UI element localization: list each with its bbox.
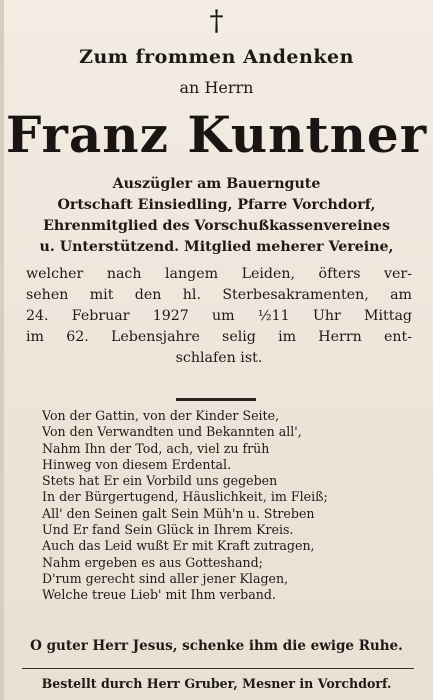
memorial-verse (42, 408, 402, 604)
death-notice-line: 24. Februar 1927 um ½11 Uhr Mittag (26, 308, 412, 324)
verse-line: Hinweg von diesem Erdental. (42, 456, 232, 472)
death-notice-line: schlafen ist. (175, 350, 263, 366)
death-notice-line: sehen mit den hl. Sterbesakramenten, am (26, 287, 412, 303)
addressee-line: an Herrn (179, 78, 254, 97)
ornamental-divider (176, 398, 256, 401)
death-notice (26, 264, 412, 369)
footer-rule (22, 668, 414, 669)
verse-line: All' den Seinen galt Sein Müh'n u. Streben (42, 505, 315, 521)
verse-line: In der Bürgertugend, Häuslichkeit, im Fleiß; (42, 489, 328, 505)
verse-line: D'rum gerecht sind aller jener Klagen, (42, 570, 289, 586)
deceased-name: Franz Kuntner (5, 105, 428, 164)
verse-line: Von der Gattin, von der Kinder Seite, (42, 408, 280, 423)
title-line: u. Unterstützend. Mitglied meherer Vereine, (39, 239, 394, 255)
title-line: Ehrenmitglied des Vorschußkassenvereines (43, 218, 390, 234)
title-line: Ortschaft Einsiedling, Pfarre Vorchdorf, (57, 197, 376, 213)
verse-line: Nahm Ihn der Tod, ach, viel zu früh (42, 440, 270, 456)
cross-icon: † (209, 4, 224, 37)
death-notice-line: welcher nach langem Leiden, öfters ver- (26, 266, 412, 282)
verse-line: Welche treue Lieb' mit Ihm verband. (42, 587, 276, 603)
verse-line: Von den Verwandten und Bekannten all', (42, 424, 302, 440)
closing-prayer: O guter Herr Jesus, schenke ihm die ewige Ruhe. (30, 638, 403, 654)
verse-line: Und Er fand Sein Glück in Ihrem Kreis. (42, 522, 294, 538)
verse-line: Auch das Leid wußt Er mit Kraft zutragen, (42, 538, 315, 554)
printer-credit: Bestellt durch Herr Gruber, Mesner in Vorchdorf. (41, 676, 392, 691)
card-heading: Zum frommen Andenken (79, 46, 354, 68)
verse-line: Stets hat Er ein Vorbild uns gegeben (42, 473, 278, 489)
death-notice-line: im 62. Lebensjahre selig im Herrn ent- (26, 329, 412, 345)
verse-line: Nahm ergeben es aus Gotteshand; (42, 554, 263, 570)
title-line: Auszügler am Bauerngute (112, 176, 321, 192)
